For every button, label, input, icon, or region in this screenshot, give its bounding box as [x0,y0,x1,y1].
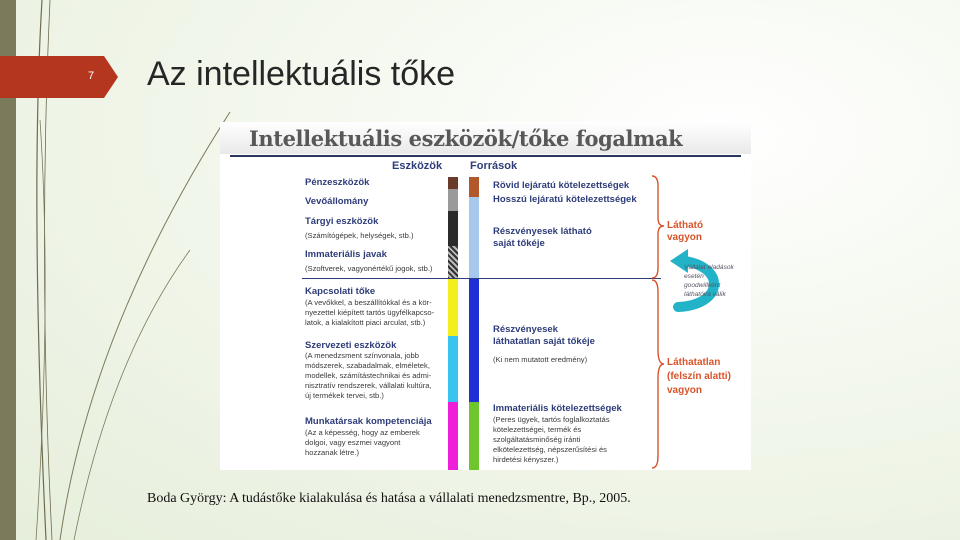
arrow-note-1: Vállalat eladások [684,264,734,271]
arrow-note-2: esetén [684,273,704,280]
figure-title-rule [230,155,741,157]
visible-label-1: Látható [667,220,704,231]
asset-bar-organizational [448,336,458,402]
figure-title: Intellektuális eszközök/tőke fogalmak [249,126,683,151]
asset-bar-intangible [448,246,458,279]
asset-label-cash: Pénzeszközök [305,177,370,188]
asset-bar-competence [448,402,458,470]
source-sub-liabilities-3: szolgáltatásminőség iránti [493,435,581,444]
asset-label-organizational: Szervezeti eszközök [305,340,397,351]
asset-bar-cash [448,177,458,189]
invisible-label-2: (felszín alatti) [667,371,731,382]
source-bar-visible-equity [469,197,479,279]
source-sub-liabilities-2: kötelezettségei, termék és [493,425,582,434]
asset-sub-relational-1: (A vevőkkel, a beszállítókkal és a kör- [305,298,432,307]
slide-title: Az intellektuális tőke [147,55,456,93]
asset-label-intangible: Immateriális javak [305,249,387,260]
asset-bar-tangible [448,211,458,246]
source-label-invisible-equity-1: Részvényesek [493,324,558,335]
arrow-note-4: láthatóvá válik [684,291,726,298]
asset-sub-competence-3: hozzanak létre.) [305,448,360,457]
asset-sub-relational-2: nyezettel kiépített tartós ügyfélkapcso- [305,308,435,317]
column-header-sources: Források [470,160,518,172]
asset-sub-organizational-5: új termékek tervei, stb.) [305,391,384,400]
source-label-intangible-liabilities: Immateriális kötelezettségek [493,403,622,414]
source-label-short-term: Rövid lejáratú kötelezettségek [493,180,630,191]
asset-sub-organizational-2: módszerek, szabadalmak, elméletek, [305,361,430,370]
source-bar-intangible-liabilities [469,402,479,470]
asset-sub-organizational-4: nisztratív rendszerek, vállalati kultúra, [305,381,432,390]
source-label-visible-equity-2: saját tőkéje [493,238,545,249]
asset-bar-receivables [448,189,458,211]
invisible-label-3: vagyon [667,385,703,396]
asset-sub-organizational-1: (A menedzsment színvonala, jobb [305,351,419,360]
divider-line [302,278,661,279]
asset-sub-competence-2: dolgoi, vagy eszmei vagyont [305,438,401,447]
source-sub-invisible-equity: (Ki nem mutatott eredmény) [493,355,588,364]
asset-label-competence: Munkatársak kompetenciája [305,416,432,427]
column-header-assets: Eszközök [392,160,443,172]
source-bar-short-term [469,177,479,197]
brackets [650,174,666,470]
asset-sub-competence-1: (Az a képesség, hogy az emberek [305,428,420,437]
slide-caption: Boda György: A tudástőke kialakulása és hatása a vállalati menedzsmentre, Bp., 2005. [147,491,631,506]
asset-label-receivables: Vevőállomány [305,196,369,207]
source-sub-liabilities-5: hirdetési kényszer.) [493,455,559,464]
asset-label-tangible: Tárgyi eszközök [305,216,379,227]
arrow-note-3: goodwillként [684,282,721,289]
slide-number: 7 [87,70,95,82]
source-sub-liabilities-4: elkötelezettség, népszerűsítési és [493,445,607,454]
asset-bar-relational [448,279,458,336]
source-sub-liabilities-1: (Peres ügyek, tartós foglalkoztatás [493,415,610,424]
invisible-label-1: Láthatatlan [667,357,721,368]
asset-sub-organizational-3: modellek, számítástechnikai és admi- [305,371,432,380]
asset-sub-tangible: (Számítógépek, helységek, stb.) [305,231,414,240]
asset-sub-relational-3: latok, a kialakított piaci arculat, stb.) [305,318,426,327]
asset-label-relational: Kapcsolati tőke [305,286,376,297]
diagram-figure [220,122,751,470]
slide-number-tab [0,56,118,98]
asset-sub-intangible: (Szoftverek, vagyonértékű jogok, stb.) [305,264,433,273]
source-bar-invisible-equity [469,279,479,402]
source-label-long-term: Hosszú lejáratú kötelezettségek [493,194,637,205]
source-label-visible-equity-1: Részvényesek látható [493,226,592,237]
source-label-invisible-equity-2: láthatatlan saját tőkéje [493,336,595,347]
visible-label-2: vagyon [667,232,703,243]
